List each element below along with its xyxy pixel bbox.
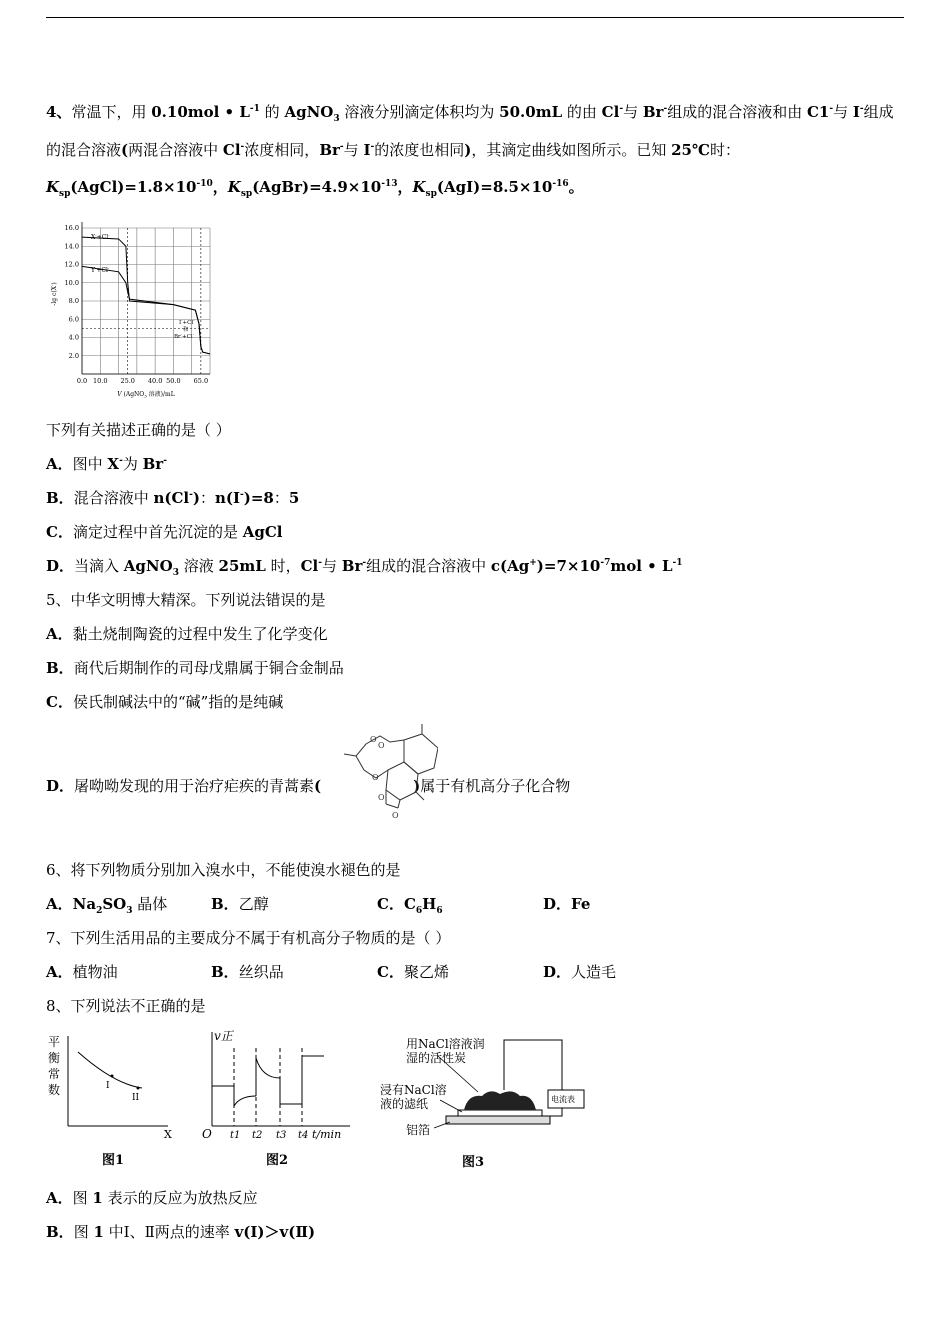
q6-stem: 6、将下列物质分别加入溴水中，不能使溴水褪色的是 [46,861,401,879]
chart-xtick-label: 50.0 [166,377,181,385]
chart-xtick-label: 10.0 [93,377,108,385]
chart-xtick-label: 40.0 [147,377,163,385]
figure-2 [200,1028,370,1172]
fig2-ylabel: v正 [214,1029,233,1043]
fig3-label-filter-1: 浸有NaCl溶 [380,1083,447,1097]
fig1-ylabel-4: 数 [48,1083,61,1097]
q8-option-a[interactable]: A．图 1 表示的反应为放热反应 [46,1189,258,1207]
q4-option-b[interactable]: B．混合溶液中 n(Cl-)：n(I-)=8：5 [46,489,300,507]
chart-ytick-labels [65,224,79,360]
fig1-ylabel-2: 衡 [48,1051,61,1065]
q7-option-b[interactable]: B．丝织品 [211,963,284,981]
chart-ytick-label: 8.0 [68,297,79,305]
q5-option-d[interactable]: D．屠呦呦发现的用于治疗疟疾的青蒿素( )属于有机高分子化合物 [46,777,571,795]
q4-stem: 下列有关描述正确的是（ ） [46,421,231,439]
q8-option-b[interactable]: B．图 1 中Ⅰ、Ⅱ两点的速率 v(Ⅰ)＞v(Ⅱ) [46,1223,316,1241]
q6-option-d[interactable]: D．Fe [543,895,591,913]
fig3-label-foil: 铝箔 [406,1123,431,1137]
oxygen-label: O [378,741,385,750]
chart-annotation-3: Br-+Cl- [174,332,194,340]
q4-option-a[interactable]: A．图中 X-为 Br- [46,455,167,473]
chart-axes [82,222,210,374]
fig3-label-carbon-2: 湿的活性炭 [406,1051,467,1065]
chart-series-label-y: Y-+Cl- [91,266,110,274]
q4-ksp-line: $K_{sp}(AgCl)=1.8\times 10^{-10}$，$K_{sp}(AgBr)=4.9\times 10^{-13}$，$K_{sp}(AgI)=8.5\times 10^{-16}$。 [46,178,584,199]
q4-line1: 4、常温下，用 0.10mol • $L^{-1}$ 的 AgNO$_3$ 溶液分别滴定体积均为 50.0mL 的由 Cl-与 Br-组成的混合溶液和由 C1-与 I-组成 [46,103,894,124]
q6-option-b[interactable]: B．乙醇 [211,895,269,913]
q5-stem: 5、中华文明博大精深。下列说法错误的是 [46,591,326,609]
chart-ytick-label: 10.0 [64,278,79,287]
q5-option-c[interactable]: C．侯氏制碱法中的“碱”指的是纯碱 [46,693,284,711]
fig3-label-carbon-1: 用NaCl溶液润 [406,1037,485,1051]
q6-option-a[interactable]: A．$Na_2SO_3$ 晶体 [46,895,168,916]
figure-1 [44,1032,184,1172]
chart-annotation-1: I-+Cl- [179,318,195,326]
fig2-tick-t1: t1 [230,1130,241,1141]
chart-xtick-label: 0.0 [76,377,88,385]
chart-ytick-label: 12.0 [64,260,79,269]
q4-line2: 的混合溶液(两混合溶液中 Cl-浓度相同，Br-与 I-的浓度也相同)，其滴定曲线如图所示。已知 25℃时： [46,141,740,159]
q7-option-a[interactable]: A．植物油 [46,963,118,981]
q7-option-c[interactable]: C．聚乙烯 [377,963,449,981]
fig2-caption: 图2 [266,1153,289,1168]
fig1-ylabel-1: 平 [48,1035,61,1049]
chart-xlabel: V (AgNO$_3$ 溶液)/mL [117,391,175,399]
fig1-point-1: I [106,1081,110,1091]
fig2-tick-t3: t3 [276,1130,287,1141]
q4-option-d[interactable]: D．当滴入 AgNO$_3$ 溶液 25mL 时，Cl-与 Br-组成的混合溶液中 $c(Ag^+)=7\times 10^{-7}mol$ • $L^{-1}$ [46,557,683,578]
titration-chart [46,214,226,404]
fig2-tick-t2: t2 [252,1130,263,1141]
fig2-xlabel: t/min [312,1128,342,1141]
artemisinin-structure [342,722,438,822]
oxygen-label: O [378,793,385,802]
q6-option-c[interactable]: C．$C_6H_6$ [377,895,443,916]
q4-option-c[interactable]: C．滴定过程中首先沉淀的是 AgCl [46,523,283,541]
fig3-meter-label: 电流表 [551,1095,575,1104]
chart-annotation-2: 和 [183,327,189,333]
figure-3 [378,1034,618,1174]
chart-xtick-label: 25.0 [120,377,135,385]
oxygen-label: O [370,735,377,744]
chart-ytick-label: 2.0 [68,351,79,360]
fig1-ylabel-3: 常 [48,1067,61,1081]
fig3-label-filter-2: 液的滤纸 [380,1097,429,1111]
oxygen-label: O [372,773,379,782]
header-rule [46,17,904,18]
chart-series-label-x: X-+Cl- [91,233,110,241]
q5-option-b[interactable]: B．商代后期制作的司母戊鼎属于铜合金制品 [46,659,344,677]
chart-ytick-label: 6.0 [68,315,79,324]
fig1-point-2: II [132,1093,140,1103]
fig2-tick-t4: t4 [298,1130,309,1141]
fig2-origin: O [202,1127,212,1141]
q7-stem: 7、下列生活用品的主要成分不属于有机高分子物质的是（ ） [46,929,451,947]
fig1-caption: 图1 [102,1153,125,1168]
oxygen-label: O [392,811,399,820]
q8-stem: 8、下列说法不正确的是 [46,997,206,1015]
chart-series-line-y [82,266,210,354]
chart-ylabel: -lg c(X-) [50,282,58,306]
chart-ytick-label: 4.0 [68,333,79,342]
q7-option-d[interactable]: D．人造毛 [543,963,617,981]
fig3-caption: 图3 [462,1155,485,1170]
chart-xtick-label: 65.0 [193,377,209,385]
q5-option-a[interactable]: A．黏土烧制陶瓷的过程中发生了化学变化 [46,625,328,643]
fig1-xlabel: X [164,1128,172,1141]
chart-ytick-label: 16.0 [64,224,79,232]
chart-ytick-label: 14.0 [64,242,79,251]
chart-xtick-labels [77,377,208,385]
